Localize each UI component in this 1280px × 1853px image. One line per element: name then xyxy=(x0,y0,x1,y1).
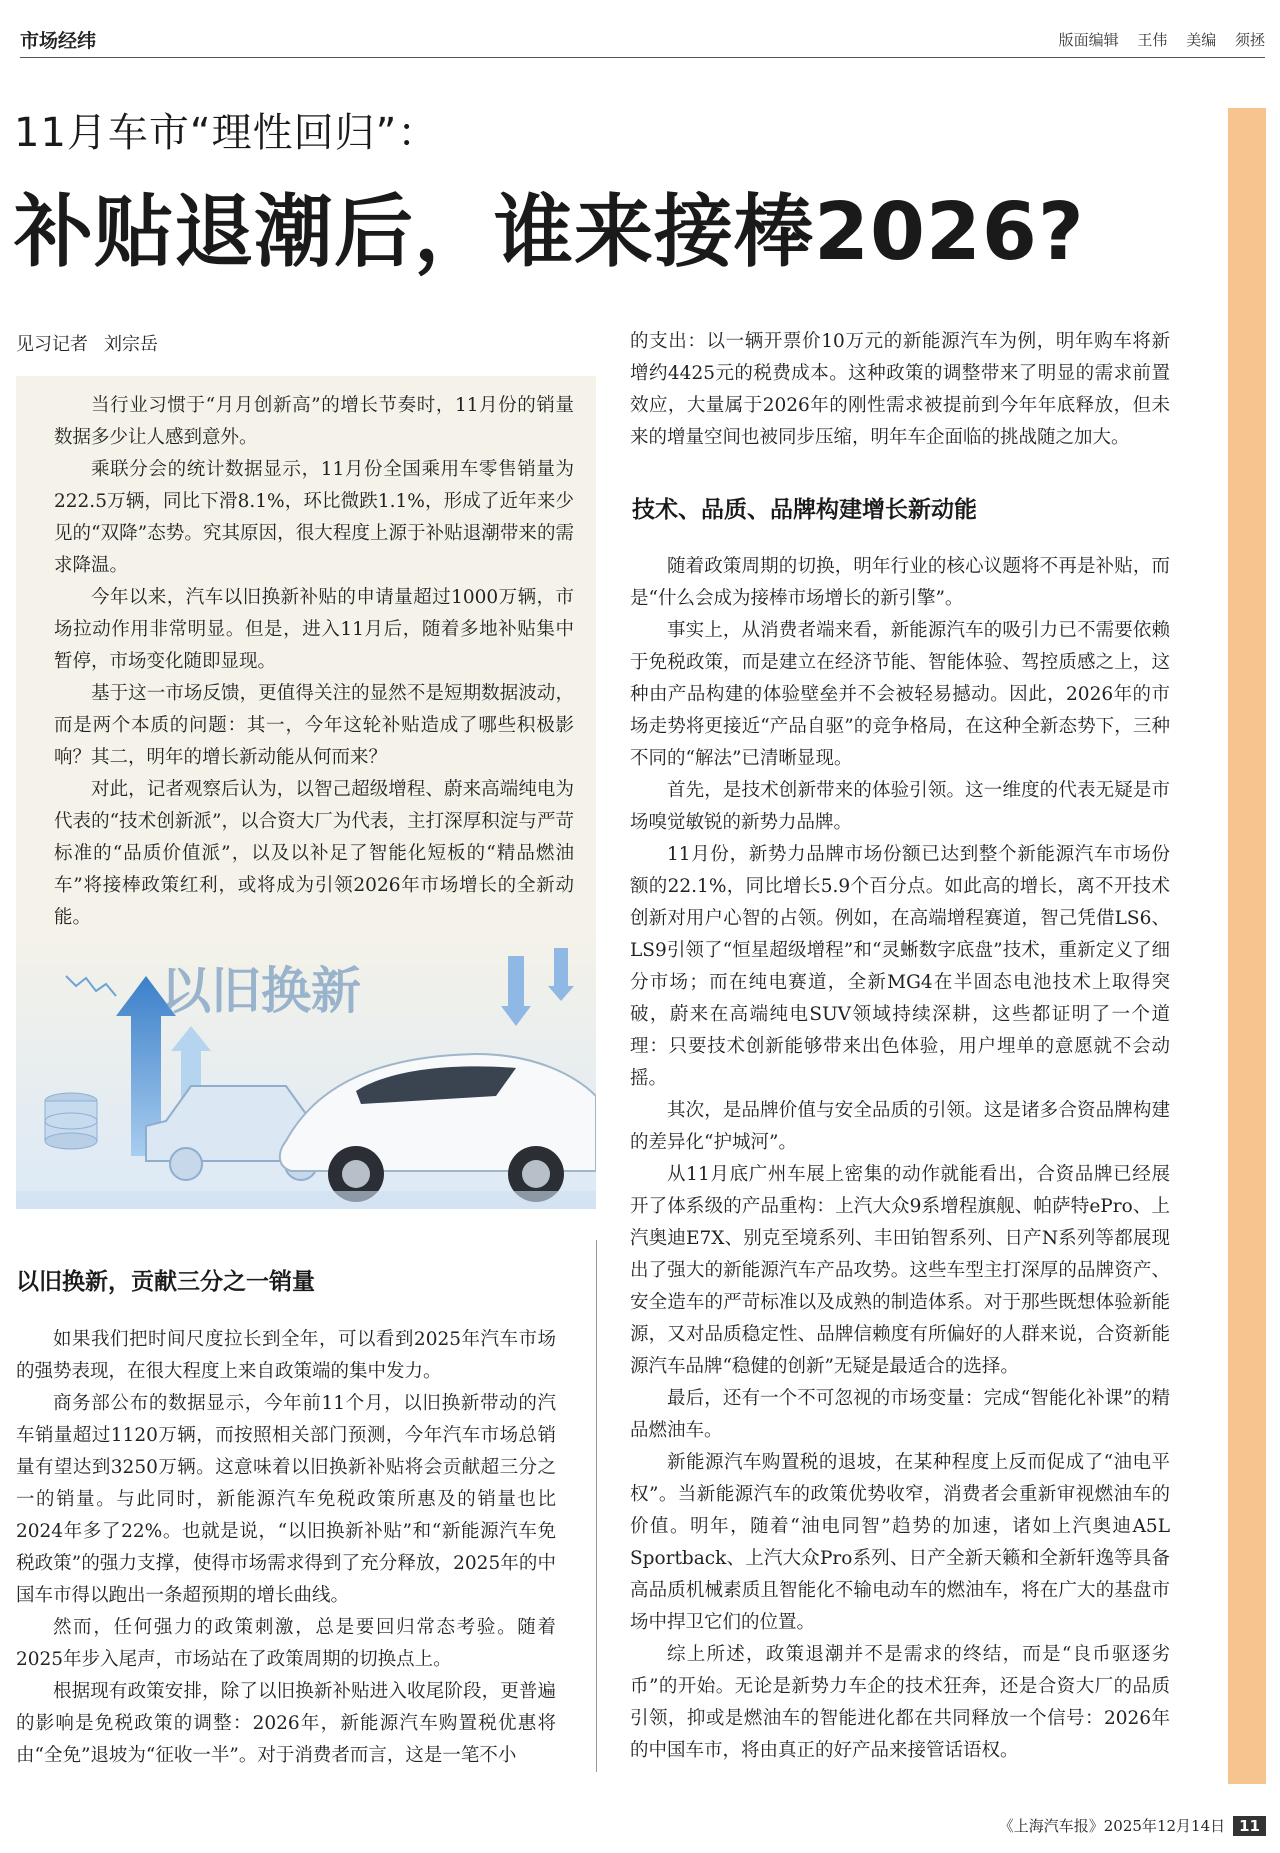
lead-paragraph: 对此，记者观察后认为，以智己超级增程、蔚来高端纯电为代表的“技术创新派”，以合资大厂为代表，主打深厚积淀与严苛标准的“品质价值派”，以及以补足了智能化短板的“精品燃油车”将接棒政策红利，或将成为引领2026年市场增长的全新动能。 xyxy=(54,779,574,928)
section2-body xyxy=(630,551,1170,1767)
lead-text xyxy=(54,390,574,934)
credit-name-layout: 王伟 xyxy=(1137,31,1168,49)
body-paragraph: 新能源汽车购置税的退坡，在某种程度上反而促成了“油电平权”。当新能源汽车的政策优势收窄，消费者会重新审视燃油车的价值。明年，随着“油电同智”趋势的加速，诸如上汽奥迪A5L Sportback、上汽大众Pro系列、日产全新天籁和全新轩逸等具备高品质机械素质且智能化不输电动车的燃油车，将在广大的基盘市场中捍卫它们的位置。 xyxy=(630,1452,1170,1633)
credit-label-art: 美编 xyxy=(1186,31,1217,49)
headline-kicker: 11月车市“理性回归”： xyxy=(14,110,439,156)
lead-box xyxy=(16,376,596,1209)
credit-label-layout: 版面编辑 xyxy=(1058,31,1119,49)
body-paragraph: 商务部公布的数据显示，今年前11个月，以旧换新带动的汽车销量超过1120万辆，而按照相关部门预测，今年汽车市场总销量有望达到3250万辆。这意味着以旧换新补贴将会贡献超三分之一的销量。与此同时，新能源汽车免税政策所惠及的销量也比2024年多了22%。也就是说，“以旧换新补贴”和“新能源汽车免税政策”的强力支撑，使得市场需求得到了充分释放，2025年的中国车市得以跑出一条超预期的增长曲线。 xyxy=(16,1393,556,1606)
body-paragraph-continued: 的支出：以一辆开票价10万元的新能源汽车为例，明年购车将新增约4425元的税费成本。这种政策的调整带来了明显的需求前置效应，大量属于2026年的刚性需求被提前到今年年底释放，但未来的增量空间也被同步压缩，明年车企面临的挑战随之加大。 xyxy=(630,331,1170,448)
trade-in-illustration-text: 以旧换新 xyxy=(161,962,361,1020)
section1-body xyxy=(16,1324,556,1772)
page-number: 11 xyxy=(1233,1816,1266,1836)
body-paragraph: 事实上，从消费者端来看，新能源汽车的吸引力已不需要依赖于免税政策，而是建立在经济节能、智能体验、驾控质感之上，这种由产品构建的体验壁垒并不会被轻易撼动。因此，2026年的市场走势将更接近“产品自驱”的竞争格局，在这种全新态势下，三种不同的“解法”已清晰显现。 xyxy=(630,620,1170,769)
body-paragraph: 从11月底广州车展上密集的动作就能看出，合资品牌已经展开了体系级的产品重构：上汽大众9系增程旗舰、帕萨特ePro、上汽奥迪E7X、别克至境系列、丰田铂智系列、日产N系列等都展现出了强大的新能源汽车产品攻势。这些车型主打深厚的品牌资产、安全造车的严苛标准以及成熟的制造体系。对于那些既想体验新能源，又对品质稳定性、品牌信赖度有所偏好的人群来说，合资新能源汽车品牌“稳健的创新”无疑是最适合的选择。 xyxy=(630,1164,1170,1377)
body-paragraph: 综上所述，政策退潮并不是需求的终结，而是“良币驱逐劣币”的开始。无论是新势力车企的技术狂奔，还是合资大厂的品质引领，抑或是燃油车的智能进化都在共同释放一个信号：2026年的中国车市，将由真正的好产品来接管话语权。 xyxy=(630,1644,1170,1761)
body-paragraph: 根据现有政策安排，除了以旧换新补贴进入收尾阶段，更普遍的影响是免税政策的调整：2026年，新能源汽车购置税优惠将由“全免”退坡为“征收一半”。对于消费者而言，这是一笔不小 xyxy=(16,1681,556,1766)
body-paragraph: 其次，是品牌价值与安全品质的引领。这是诸多合资品牌构建的差异化“护城河”。 xyxy=(630,1100,1170,1153)
body-paragraph: 首先，是技术创新带来的体验引领。这一维度的代表无疑是市场嗅觉敏锐的新势力品牌。 xyxy=(630,780,1170,833)
headline-main: 补贴退潮后，谁来接棒2026? xyxy=(14,186,1085,278)
credit-name-art: 须拯 xyxy=(1234,31,1265,49)
body-paragraph: 如果我们把时间尺度拉长到全年，可以看到2025年汽车市场的强势表现，在很大程度上来自政策端的集中发力。 xyxy=(16,1329,556,1382)
lead-paragraph: 当行业习惯于“月月创新高”的增长节奏时，11月份的销量数据多少让人感到意外。 xyxy=(54,395,574,448)
publication-date: 《上海汽车报》2025年12月14日 xyxy=(998,1817,1226,1835)
right-column-continuation xyxy=(630,326,1170,454)
illustration-svg xyxy=(16,936,596,1209)
page-footer xyxy=(999,1815,1266,1836)
column-divider xyxy=(596,1240,597,1772)
byline-name: 刘宗岳 xyxy=(104,334,158,355)
body-paragraph: 随着政策周期的切换，明年行业的核心议题将不再是补贴，而是“什么会成为接棒市场增长的新引擎”。 xyxy=(630,556,1170,609)
body-paragraph: 最后，还有一个不可忽视的市场变量：完成“智能化补课”的精品燃油车。 xyxy=(630,1388,1170,1441)
trade-in-illustration xyxy=(16,936,596,1209)
section-heading-new-momentum: 技术、品质、品牌构建增长新动能 xyxy=(632,497,977,523)
section-heading-trade-in: 以旧换新，贡献三分之一销量 xyxy=(16,1269,315,1295)
accent-side-bar xyxy=(1228,108,1266,1784)
byline-role: 见习记者 xyxy=(16,334,88,355)
section-name: 市场经纬 xyxy=(20,30,97,52)
body-paragraph: 然而，任何强力的政策刺激，总是要回归常态考验。随着2025年步入尾声，市场站在了政策周期的切换点上。 xyxy=(16,1617,556,1670)
lead-paragraph: 基于这一市场反馈，更值得关注的显然不是短期数据波动，而是两个本质的问题：其一，今年这轮补贴造成了哪些积极影响？其二，明年的增长新动能从何而来？ xyxy=(54,683,574,768)
page-header xyxy=(20,22,1265,58)
byline xyxy=(16,330,158,356)
lead-paragraph: 乘联分会的统计数据显示，11月份全国乘用车零售销量为222.5万辆，同比下滑8.1%，环比微跌1.1%，形成了近年来少见的“双降”态势。究其原因，很大程度上源于补贴退潮带来的需求降温。 xyxy=(54,459,574,576)
lead-paragraph: 今年以来，汽车以旧换新补贴的申请量超过1000万辆，市场拉动作用非常明显。但是，进入11月后，随着多地补贴集中暂停，市场变化随即显现。 xyxy=(54,587,574,672)
body-paragraph: 11月份，新势力品牌市场份额已达到整个新能源汽车市场份额的22.1%，同比增长5.9个百分点。如此高的增长，离不开技术创新对用户心智的占领。例如，在高端增程赛道，智己凭借LS6、LS9引领了“恒星超级增程”和“灵蜥数字底盘”技术，重新定义了细分市场；而在纯电赛道，全新MG4在半固态电池技术上取得突破，蔚来在高端纯电SUV领域持续深耕，这些都证明了一个道理：只要技术创新能够带来出色体验，用户埋单的意愿就不会动摇。 xyxy=(630,844,1170,1089)
coins-icon xyxy=(45,1093,97,1149)
editor-credits xyxy=(1045,29,1265,50)
